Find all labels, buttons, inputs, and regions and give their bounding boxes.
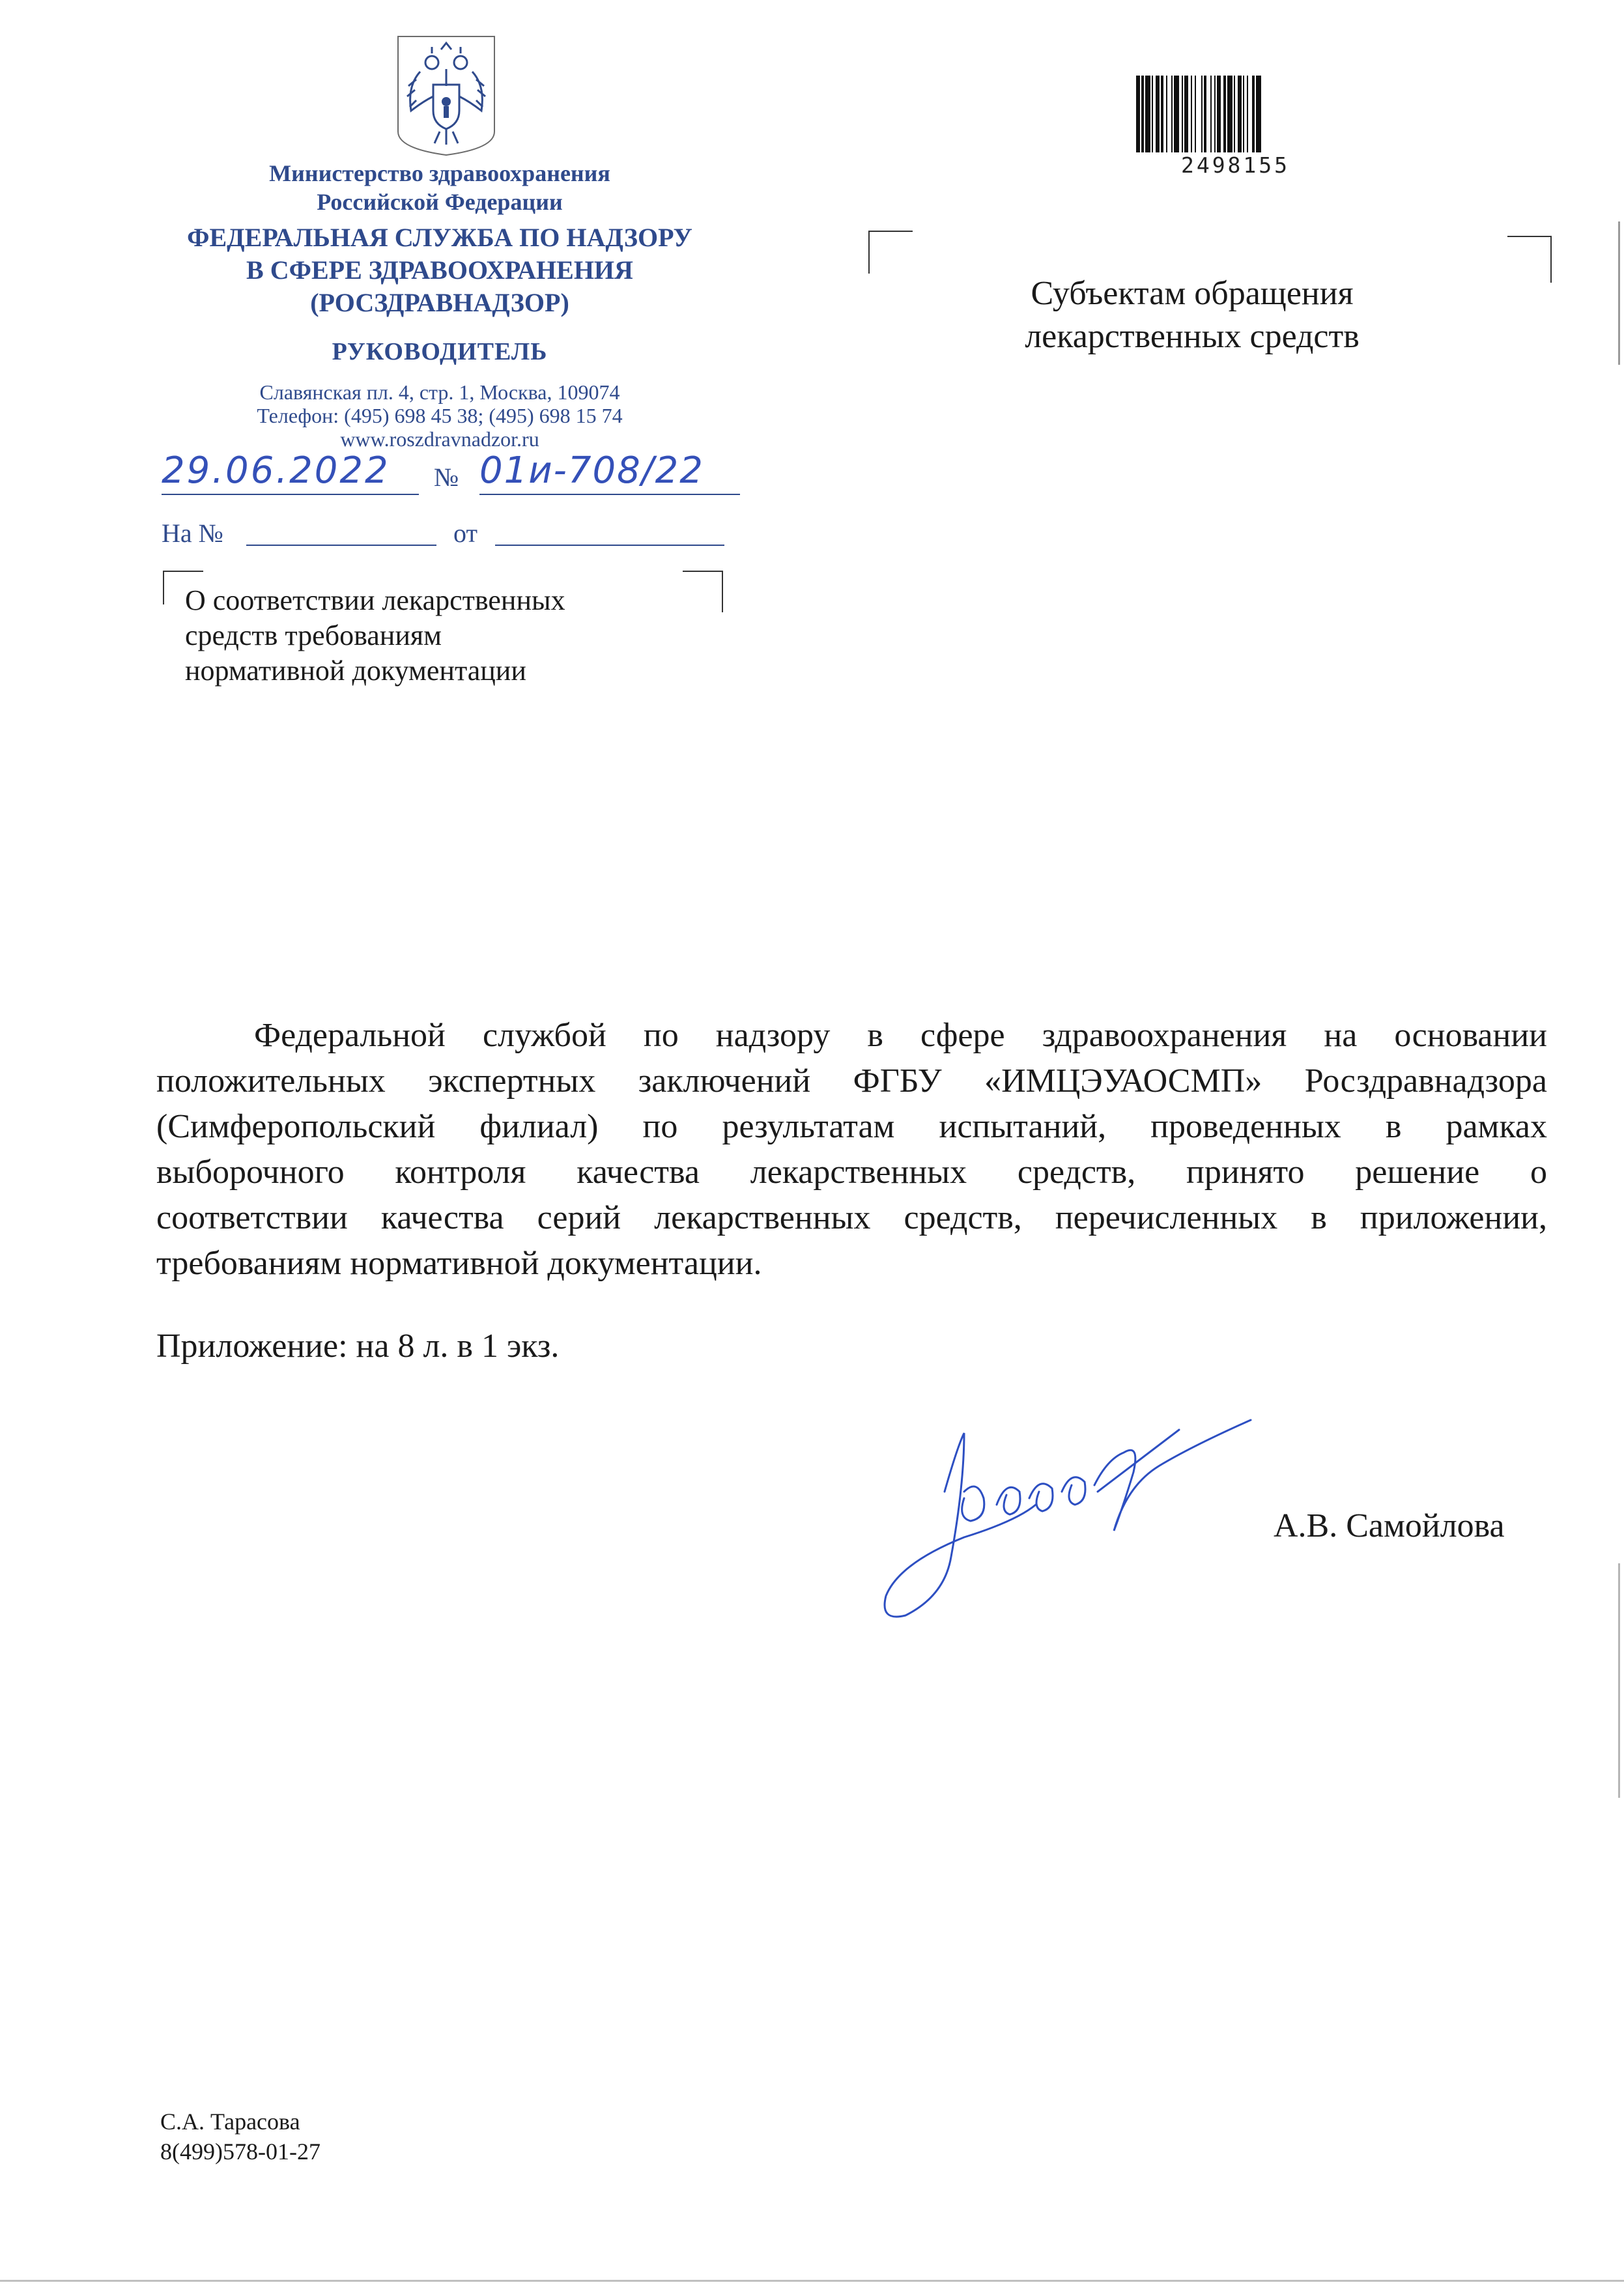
subject-line-1: О соответствии лекарственных [185,584,565,616]
contact-block [140,380,739,451]
recipient-bracket-right [1507,236,1552,283]
recipient-bracket-left [868,231,913,274]
registration-row [162,449,748,499]
barcode-number: 2498155 [1180,152,1290,178]
address: Славянская пл. 4, стр. 1, Москва, 109074 [259,380,620,404]
subject [185,583,680,689]
number-sign: № [434,462,459,492]
ministry-line-1: Министерство здравоохранения [269,160,610,186]
date-underline [162,494,419,495]
registration-date: 29.06.2022 [162,449,390,492]
subject-line-2: средств требованиям [185,619,442,651]
letter-body [156,1013,1547,1286]
service-line-3: (РОСЗДРАВНАДЗОР) [310,288,569,317]
ministry-line-2: Российской Федерации [317,189,563,215]
service-line-1: ФЕДЕРАЛЬНАЯ СЛУЖБА ПО НАДЗОРУ [187,223,692,252]
barcode-icon [1136,76,1335,157]
executor-phone: 8(499)578-01-27 [160,2138,321,2165]
handwritten-signature-icon [866,1407,1257,1628]
ref-label: На № [162,518,223,548]
ref-date-line [495,545,724,546]
registration-number: 01и-708/22 [479,449,704,492]
body-line-2: положительных экспертных заключений ФГБУ «ИМЦЭУАОСМП» Росздравнадзора [156,1062,1547,1100]
service-line-2: В СФЕРЕ ЗДРАВООХРАНЕНИЯ [246,255,633,285]
coat-of-arms-icon [394,34,498,158]
reference-row [162,517,748,550]
head-title: РУКОВОДИТЕЛЬ [332,338,548,365]
number-underline [479,494,740,495]
subject-bracket-right [683,571,723,612]
subject-line-3: нормативной документации [185,655,526,687]
scan-edge-bottom [0,2280,1624,2282]
recipient [925,272,1459,358]
recipient-line-1: Субъектам обращения [1031,275,1354,312]
body-line-4: выборочного контроля качества лекарственных средств, принято решение о [156,1154,1547,1191]
signer-name: А.В. Самойлова [1274,1507,1505,1544]
ref-number-line [246,545,436,546]
body-line-6: требованиям нормативной документации. [156,1245,762,1282]
body-line-1: Федеральной службой по надзору в сфере здравоохранения на основании [254,1017,1547,1054]
ref-from-label: от [453,518,477,548]
attachment-note: Приложение: на 8 л. в 1 экз. [156,1328,560,1365]
phone: Телефон: (495) 698 45 38; (495) 698 15 74 [257,404,623,427]
executor-name: С.А. Тарасова [160,2109,300,2135]
scan-edge-right [1618,221,1620,365]
executor-block [160,2107,321,2166]
service-name [140,221,739,319]
ministry-name [140,159,739,216]
scan-edge-right-lower [1618,1563,1620,1798]
body-line-5: соответствии качества серий лекарственных средств, перечисленных в приложении, [156,1199,1547,1236]
website: www.roszdravnadzor.ru [340,427,539,451]
body-line-3: (Симферопольский филиал) по результатам испытаний, проведенных в рамках [156,1108,1547,1145]
recipient-line-2: лекарственных средств [1025,318,1360,355]
